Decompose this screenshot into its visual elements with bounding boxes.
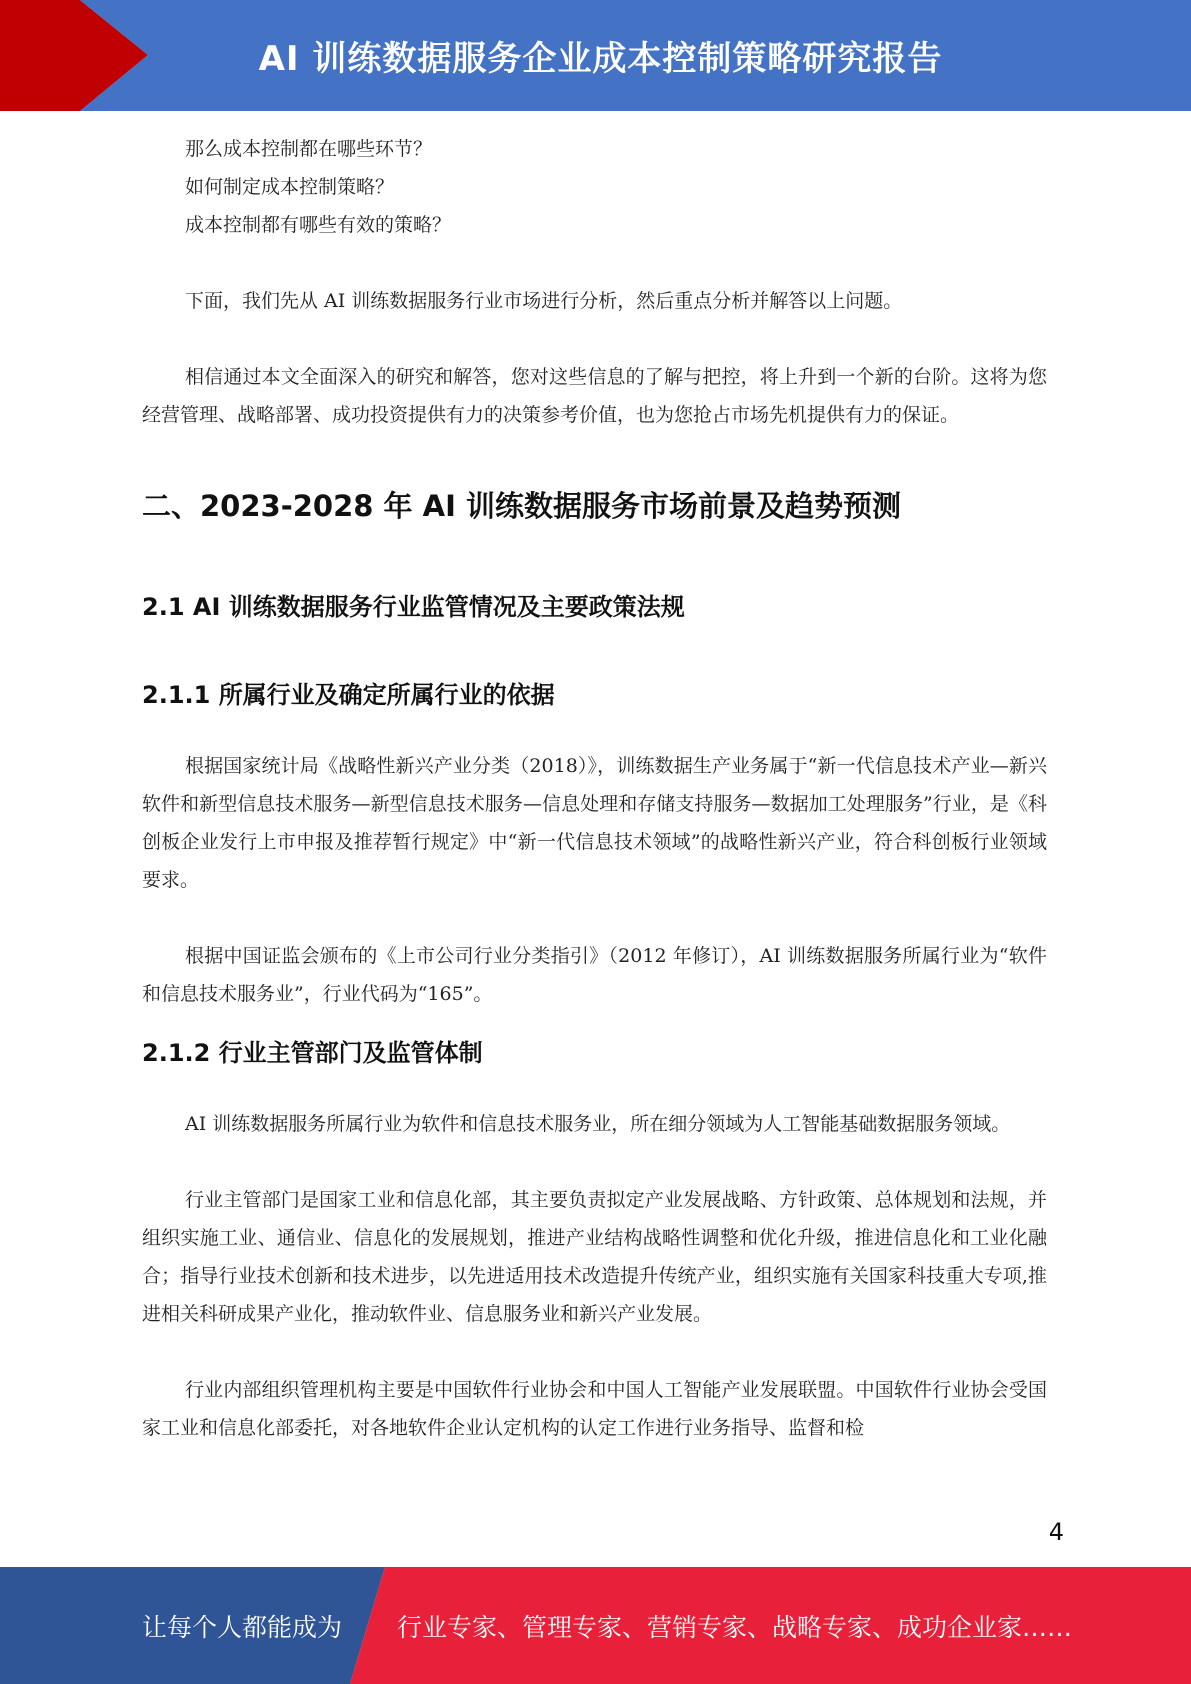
subsection-heading-2-1-1: 2.1.1 所属行业及确定所属行业的依据 xyxy=(142,681,555,709)
main-content xyxy=(142,130,1047,1447)
question-1: 那么成本控制都在哪些环节？ xyxy=(185,138,433,160)
paragraph-industry-classification: 根据国家统计局《战略性新兴产业分类（2018）》，训练数据生产业务属于“新一代信息技术产业—新兴软件和新型信息技术服务—新型信息技术服务—信息处理和存储支持服务—数据加工处理服务”行业，是《科创板企业发行上市申报及推荐暂行规定》中“新一代信息技术领域”的战略性新兴产业，符合科创板行业领域要求。 xyxy=(142,755,1047,891)
paragraph-csrc-classification: 根据中国证监会颁布的《上市公司行业分类指引》（2012 年修订），AI 训练数据服务所属行业为“软件和信息技术服务业”，行业代码为“165”。 xyxy=(142,945,1047,1005)
report-title: AI 训练数据服务企业成本控制策略研究报告 xyxy=(258,39,943,79)
subsection-heading-2-1: 2.1 AI 训练数据服务行业监管情况及主要政策法规 xyxy=(142,593,685,621)
paragraph-industry-association: 行业内部组织管理机构主要是中国软件行业协会和中国人工智能产业发展联盟。中国软件行业协会受国家工业和信息化部委托，对各地软件企业认定机构的认定工作进行业务指导、监督和检 xyxy=(142,1379,1047,1439)
intro-paragraph-1: 下面，我们先从 AI 训练数据服务行业市场进行分析，然后重点分析并解答以上问题。 xyxy=(185,290,903,312)
section-heading: 二、2023-2028 年 AI 训练数据服务市场前景及趋势预测 xyxy=(142,489,901,523)
footer-slogan-right: 行业专家、管理专家、营销专家、战略专家、成功企业家…… xyxy=(397,1612,1073,1642)
question-2: 如何制定成本控制策略？ xyxy=(185,176,395,198)
page-number: 4 xyxy=(1048,1518,1064,1546)
header-arrow-shape xyxy=(0,0,150,111)
footer-slogan-left: 让每个人都能成为 xyxy=(142,1612,343,1642)
subsection-heading-2-1-2: 2.1.2 行业主管部门及监管体制 xyxy=(142,1039,483,1067)
page-header xyxy=(0,0,1191,111)
intro-paragraph-2: 相信通过本文全面深入的研究和解答，您对这些信息的了解与把控，将上升到一个新的台阶。这将为您经营管理、战略部署、成功投资提供有力的决策参考价值，也为您抢占市场先机提供有力的保证。 xyxy=(142,366,1047,426)
paragraph-industry-domain: AI 训练数据服务所属行业为软件和信息技术服务业，所在细分领域为人工智能基础数据服务领域。 xyxy=(185,1113,1011,1135)
paragraph-regulator: 行业主管部门是国家工业和信息化部，其主要负责拟定产业发展战略、方针政策、总体规划和法规，并组织实施工业、通信业、信息化的发展规划，推进产业结构战略性调整和优化升级，推进信息化和工业化融合；指导行业技术创新和技术进步，以先进适用技术改造提升传统产业，组织实施有关国家科技重大专项,推进相关科研成果产业化，推动软件业、信息服务业和新兴产业发展。 xyxy=(142,1189,1047,1325)
page-footer xyxy=(0,1567,1191,1684)
question-3: 成本控制都有哪些有效的策略？ xyxy=(185,214,452,236)
